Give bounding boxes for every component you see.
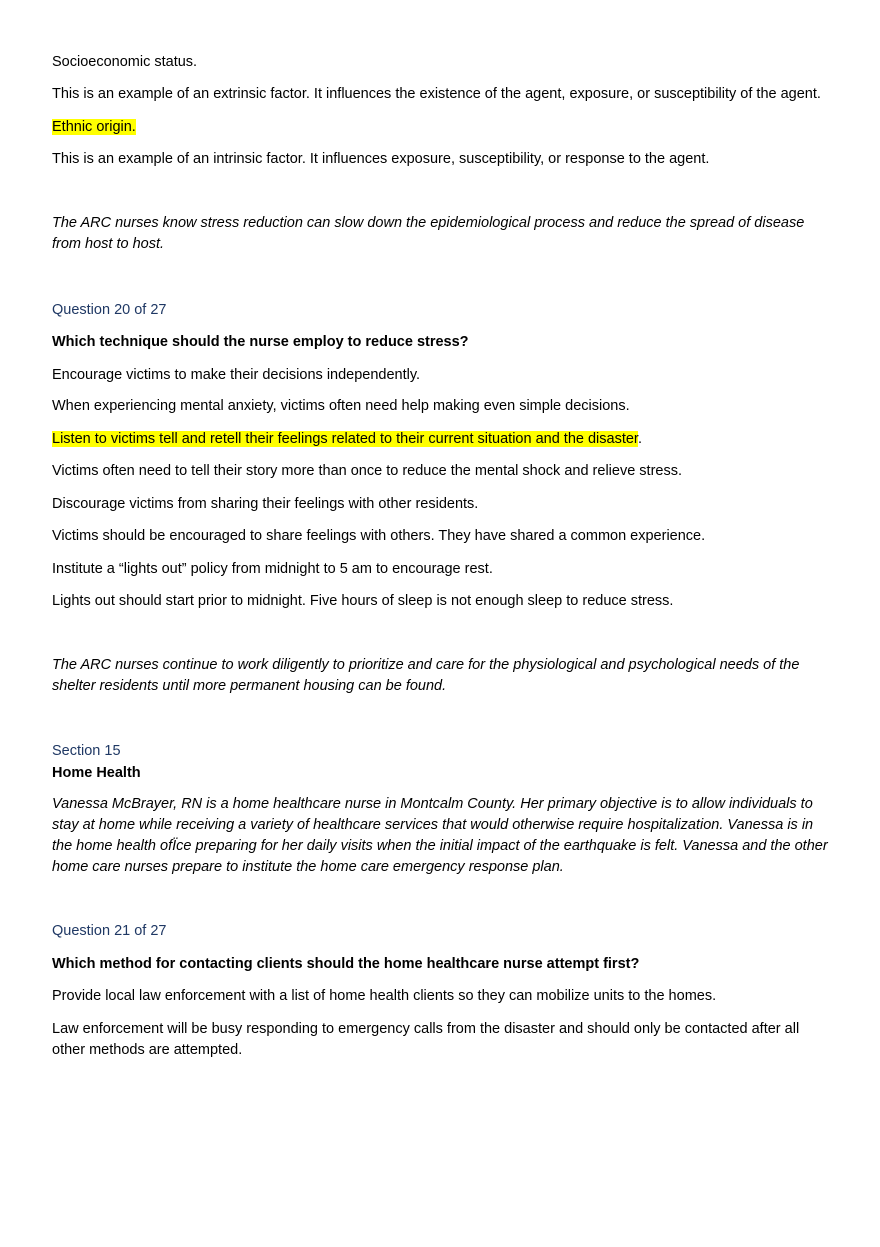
q21-rationale-1: Law enforcement will be busy responding to emergency calls from the disaster and should only be contacted after all other methods are attempted. (52, 1021, 800, 1058)
answer-option-ethnic-origin (52, 117, 832, 138)
section-15-title: Home Health (52, 765, 141, 781)
narrative-stress-reduction: The ARC nurses know stress reduction can slow down the epidemiological process and reduce the spread of disease from host to host. (52, 215, 805, 252)
q20-option-1: Encourage victims to make their decisions independently. (52, 367, 421, 383)
q20-rationale-3: Victims should be encouraged to share feelings with others. They have shared a common experience. (52, 528, 706, 544)
q20-option-4: Institute a “lights out” policy from midnight to 5 am to encourage rest. (52, 561, 493, 577)
answer-option-socioeconomic: Socioeconomic status. (52, 54, 198, 70)
section-15-heading: Section 15 (52, 743, 121, 759)
q21-option-1: Provide local law enforcement with a list of home health clients so they can mobilize units to the homes. (52, 988, 717, 1004)
q20-option-3: Discourage victims from sharing their feelings with other residents. (52, 496, 479, 512)
question-21-heading: Question 21 of 27 (52, 923, 167, 939)
question-21-prompt: Which method for contacting clients should the home healthcare nurse attempt first? (52, 956, 640, 972)
q20-option-2 (52, 429, 832, 450)
narrative-arc-nurses: The ARC nurses continue to work diligently to prioritize and care for the physiological and psychological needs of the shelter residents until more permanent housing can be found. (52, 657, 800, 694)
q20-rationale-2: Victims often need to tell their story more than once to reduce the mental shock and relieve stress. (52, 463, 682, 479)
highlighted-correct-answer: Listen to victims tell and retell their feelings related to their current situation and the disaster (52, 431, 638, 447)
q20-rationale-4: Lights out should start prior to midnight. Five hours of sleep is not enough sleep to reduce stress. (52, 593, 674, 609)
question-20-prompt: Which technique should the nurse employ to reduce stress? (52, 334, 469, 350)
rationale-ethnic-origin: This is an example of an intrinsic factor. It influences exposure, susceptibility, or response to the agent. (52, 151, 710, 167)
highlighted-correct-answer: Ethnic origin. (52, 119, 136, 135)
q20-rationale-1: When experiencing mental anxiety, victims often need help making even simple decisions. (52, 398, 630, 414)
q20-option-2-period: . (637, 431, 642, 447)
question-20-heading: Question 20 of 27 (52, 302, 167, 318)
section-15-body: Vanessa McBrayer, RN is a home healthcare nurse in Montcalm County. Her primary objective is to allow individuals to stay at home while receiving a variety of healthcare services that would otherwise require hospitalization. Vanessa is in the home health ofÏce preparing for her daily visits when the initial impact of the earthquake is felt. Vanessa and the other home care nurses prepare to institute the home care emergency response plan. (52, 796, 828, 875)
rationale-socioeconomic: This is an example of an extrinsic factor. It influences the existence of the agent, exposure, or susceptibility of the agent. (52, 86, 821, 102)
